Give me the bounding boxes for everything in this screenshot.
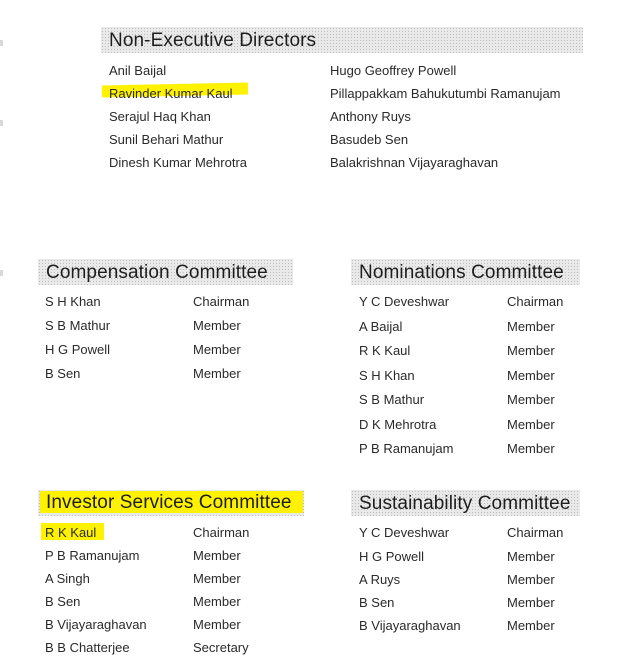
member-name: B Sen — [45, 594, 81, 609]
compensation-title: Compensation Committee — [46, 262, 268, 283]
member-role: Member — [193, 571, 241, 586]
member-role: Member — [193, 366, 241, 381]
member-name: A Baijal — [359, 319, 403, 334]
nominations-title: Nominations Committee — [359, 262, 564, 283]
member-role: Member — [193, 548, 241, 563]
member-name: D K Mehrotra — [359, 417, 437, 432]
member-name: P B Ramanujam — [45, 548, 140, 563]
member-name: B Vijayaraghavan — [45, 617, 147, 632]
member-role: Chairman — [507, 525, 564, 540]
director-name: Anthony Ruys — [330, 109, 411, 124]
member-name: A Singh — [45, 571, 90, 586]
director-name: Basudeb Sen — [330, 132, 409, 147]
member-name: B Vijayaraghavan — [359, 618, 461, 633]
member-role: Chairman — [193, 525, 250, 540]
director-name: Dinesh Kumar Mehrotra — [109, 155, 247, 170]
member-name: P B Ramanujam — [359, 441, 454, 456]
member-role: Member — [507, 319, 555, 334]
director-name: Anil Baijal — [109, 63, 167, 78]
member-name: Y C Deveshwar — [359, 294, 450, 309]
member-role: Chairman — [193, 294, 250, 309]
director-name: Balakrishnan Vijayaraghavan — [330, 155, 499, 170]
director-name: Serajul Haq Khan — [109, 109, 211, 124]
edge-mark — [0, 40, 3, 46]
member-name: R K Kaul — [359, 343, 411, 358]
member-name: S H Khan — [359, 368, 415, 383]
director-name: Sunil Behari Mathur — [109, 132, 224, 147]
member-role: Member — [507, 343, 555, 358]
sustainability-title: Sustainability Committee — [359, 493, 571, 514]
member-name: S H Khan — [45, 294, 101, 309]
edge-mark — [0, 120, 3, 126]
investor-title: Investor Services Committee — [46, 492, 292, 513]
member-name: R K Kaul — [45, 525, 97, 540]
member-role: Member — [507, 441, 555, 456]
member-role: Member — [507, 549, 555, 564]
member-name: Y C Deveshwar — [359, 525, 450, 540]
member-name: A Ruys — [359, 572, 401, 587]
member-role: Member — [193, 318, 241, 333]
member-role: Member — [193, 594, 241, 609]
member-role: Chairman — [507, 294, 564, 309]
member-role: Member — [507, 368, 555, 383]
member-name: H G Powell — [359, 549, 425, 564]
member-role: Member — [193, 617, 241, 632]
member-name: S B Mathur — [359, 392, 425, 407]
member-role: Member — [507, 572, 555, 587]
member-name: H G Powell — [45, 342, 111, 357]
non-executive-title: Non-Executive Directors — [109, 30, 317, 51]
edge-mark — [0, 270, 3, 276]
member-name: S B Mathur — [45, 318, 111, 333]
member-name: B B Chatterjee — [45, 640, 130, 655]
member-role: Member — [193, 342, 241, 357]
member-role: Member — [507, 392, 555, 407]
member-role: Secretary — [193, 640, 249, 655]
member-name: B Sen — [359, 595, 395, 610]
member-name: B Sen — [45, 366, 81, 381]
director-name: Hugo Geoffrey Powell — [330, 63, 457, 78]
director-name: Pillappakkam Bahukutumbi Ramanujam — [330, 86, 561, 101]
director-name: Ravinder Kumar Kaul — [109, 86, 233, 101]
member-role: Member — [507, 618, 555, 633]
member-role: Member — [507, 417, 555, 432]
member-role: Member — [507, 595, 555, 610]
